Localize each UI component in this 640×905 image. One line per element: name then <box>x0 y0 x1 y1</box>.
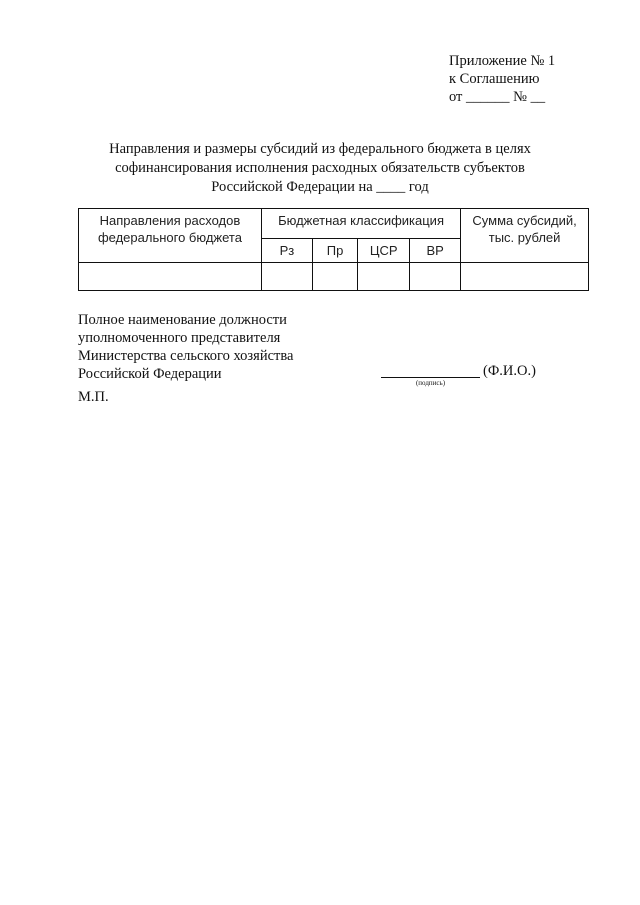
header-csr: ЦСР <box>358 239 410 263</box>
document-title <box>60 140 580 197</box>
cell-rz[interactable] <box>261 263 312 291</box>
header-directions: Направления расходов федерального бюджета <box>79 209 262 263</box>
signature-caption: (подпись) <box>415 379 446 387</box>
appendix-number: Приложение № 1 <box>449 53 556 69</box>
cell-pr[interactable] <box>312 263 357 291</box>
signatory-block <box>78 311 293 383</box>
header-pr: Пр <box>312 239 357 263</box>
signatory-line-4: Российской Федерации <box>78 366 222 382</box>
signatory-line-1: Полное наименование должности <box>78 312 287 328</box>
signatory-line-3: Министерства сельского хозяйства <box>78 348 294 364</box>
cell-directions[interactable] <box>79 263 262 291</box>
header-vr: ВР <box>410 239 461 263</box>
header-sum: Сумма субсидий, тыс. рублей <box>461 209 589 263</box>
fio-label: (Ф.И.О.) <box>483 363 536 379</box>
title-line-2: софинансирования исполнения расходных обязательств субъектов <box>115 160 525 176</box>
signature-line <box>381 377 480 378</box>
title-line-3: Российской Федерации на ____ год <box>211 179 429 195</box>
table-header-row <box>79 209 589 239</box>
cell-sum[interactable] <box>461 263 589 291</box>
header-rz: Рз <box>261 239 312 263</box>
header-classification: Бюджетная классификация <box>261 209 460 239</box>
appendix-date-number: от ______ № __ <box>449 89 546 105</box>
subsidy-table <box>78 208 589 291</box>
title-line-1: Направления и размеры субсидий из федерального бюджета в целях <box>109 141 531 157</box>
signatory-line-2: уполномоченного представителя <box>78 330 281 346</box>
table-row <box>79 263 589 291</box>
stamp-place-label: М.П. <box>78 389 109 405</box>
appendix-agreement-ref: к Соглашению <box>449 71 540 87</box>
appendix-header <box>449 52 555 106</box>
cell-vr[interactable] <box>410 263 461 291</box>
cell-csr[interactable] <box>358 263 410 291</box>
